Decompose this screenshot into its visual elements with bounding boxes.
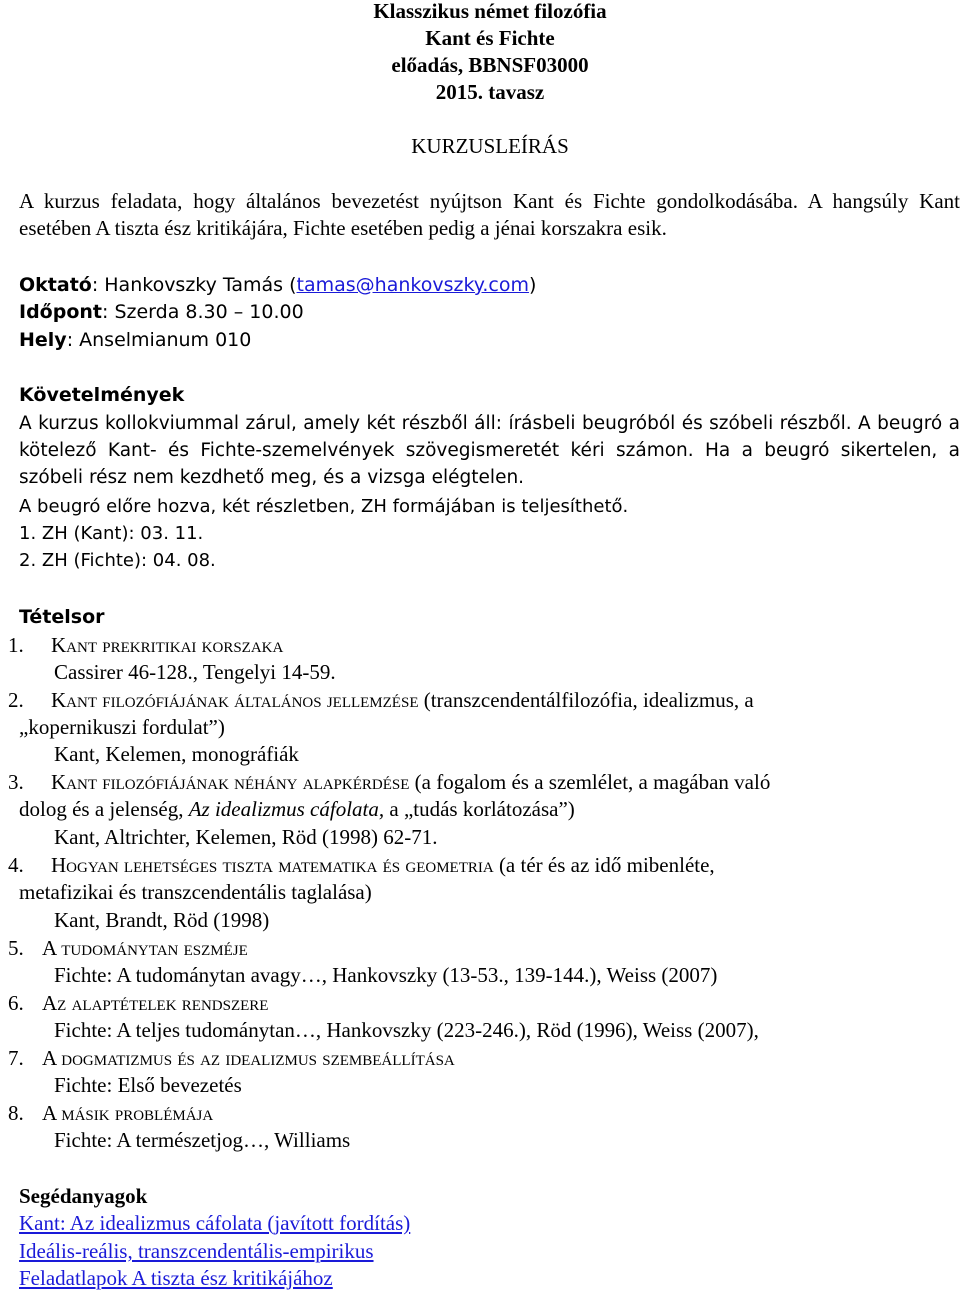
place-line — [19, 327, 251, 353]
material-link-feladatlapok[interactable]: Feladatlapok A tiszta ész kritikájához — [19, 1266, 333, 1290]
requirements-zh-note: A beugró előre hozva, két részletben, ZH formájában is teljesíthető. — [19, 496, 629, 517]
topic-item — [8, 687, 754, 714]
topic-reference: Fichte: A természetjog…, Williams — [54, 1128, 351, 1152]
time-label: Időpont — [19, 301, 102, 323]
place-label: Hely — [19, 329, 67, 351]
course-code: előadás, BBNSF03000 — [391, 53, 589, 77]
time-value: : Szerda 8.30 – 10.00 — [102, 301, 304, 323]
material-link-kant[interactable]: Kant: Az idealizmus cáfolata (javított fordítás) — [19, 1211, 411, 1235]
topic-item — [8, 990, 268, 1017]
topic-title: Kant filozófiájának néhány alapkérdése — [51, 770, 410, 794]
course-title: Klasszikus német filozófia — [373, 0, 607, 23]
requirements-heading: Követelmények — [19, 384, 185, 406]
place-value: : Anselmianum 010 — [66, 329, 252, 351]
document-header — [0, 0, 960, 106]
teacher-close: ) — [528, 274, 537, 296]
intro-paragraph: A kurzus feladata, hogy általános bevezetést nyújtson Kant és Fichte gondolkodásába. A hangsúly Kant esetében A tiszta ész kritikájára, Fichte esetében pedig a jénai korszakra esik. — [19, 189, 960, 240]
topic-description-cont: metafizikai és transzcendentális taglalása) — [19, 880, 372, 904]
time-line — [19, 299, 304, 325]
topic-item — [8, 852, 715, 879]
topic-number: 8. — [8, 1101, 24, 1125]
topic-number: 5. — [8, 936, 24, 960]
topic-item — [8, 1100, 213, 1127]
topic-desc-italic: Az idealizmus cáfolata, — [188, 797, 385, 821]
teacher-name: : Hankovszky Tamás ( — [91, 274, 297, 296]
topic-title: Az alaptételek rendszere — [42, 991, 269, 1015]
topic-number: 6. — [8, 991, 24, 1015]
topic-number: 1. — [8, 633, 24, 657]
topic-desc-part: a „tudás korlátozása”) — [384, 797, 575, 821]
teacher-line — [19, 272, 536, 298]
topic-number: 2. — [8, 688, 24, 712]
course-subtitle: Kant és Fichte — [425, 26, 555, 50]
course-term: 2015. tavasz — [435, 80, 545, 104]
topic-reference: Cassirer 46-128., Tengelyi 14-59. — [54, 660, 336, 684]
topic-description: (a fogalom és a szemlélet, a magában való — [409, 770, 771, 794]
topic-reference: Kant, Kelemen, monográfiák — [54, 742, 299, 766]
topic-reference: Fichte: A tudománytan avagy…, Hankovszky (13-53., 139-144.), Weiss (2007) — [54, 963, 718, 987]
topic-number: 3. — [8, 770, 24, 794]
topic-title: A dogmatizmus és az idealizmus szembeállítása — [42, 1046, 455, 1070]
material-link-idealis[interactable]: Ideális-reális, transzcendentális-empirikus — [19, 1239, 374, 1263]
topic-title: Kant filozófiájának általános jellemzése — [51, 688, 419, 712]
topics-heading: Tételsor — [19, 606, 105, 628]
topic-description: (transzcendentálfilozófia, idealizmus, a — [418, 688, 754, 712]
topic-title: A másik problémája — [42, 1101, 214, 1125]
topic-description: (a tér és az idő mibenléte, — [493, 853, 715, 877]
topic-item — [8, 935, 248, 962]
topic-item — [8, 632, 283, 659]
topic-reference: Fichte: Első bevezetés — [54, 1073, 242, 1097]
teacher-email-link[interactable]: tamas@hankovszky.com — [296, 274, 529, 296]
section-title: KURZUSLEÍRÁS — [411, 134, 569, 158]
topic-number: 7. — [8, 1046, 24, 1070]
topic-description-cont: „kopernikuszi fordulat”) — [19, 715, 225, 739]
topic-reference: Kant, Altrichter, Kelemen, Röd (1998) 62-71. — [54, 825, 438, 849]
topic-desc-part: dolog és a jelenség, — [19, 797, 189, 821]
teacher-label: Oktató — [19, 274, 92, 296]
topic-number: 4. — [8, 853, 24, 877]
topic-title: Kant prekritikai korszaka — [51, 633, 284, 657]
topic-reference: Kant, Brandt, Röd (1998) — [54, 908, 270, 932]
materials-heading: Segédanyagok — [19, 1184, 148, 1208]
requirements-paragraph: A kurzus kollokviummal zárul, amely két részből áll: írásbeli beugróból és szóbeli részből. A beugró a kötelező Kant- és Fichte-szemelvények szövegismeretét kéri számon. Ha a beugró sikertelen, a szóbeli rész nem kezdhető meg, és a vizsga elégtelen. — [19, 413, 960, 488]
zh1-date: 1. ZH (Kant): 03. 11. — [19, 523, 204, 544]
topic-description-cont — [19, 796, 575, 823]
zh2-date: 2. ZH (Fichte): 04. 08. — [19, 550, 216, 571]
topic-title: A tudománytan eszméje — [42, 936, 248, 960]
topic-item — [8, 1045, 455, 1072]
topic-item — [8, 769, 770, 796]
topic-reference: Fichte: A teljes tudománytan…, Hankovszky (223-246.), Röd (1996), Weiss (2007), — [54, 1018, 759, 1042]
topic-title: Hogyan lehetséges tiszta matematika és geometria — [51, 853, 494, 877]
